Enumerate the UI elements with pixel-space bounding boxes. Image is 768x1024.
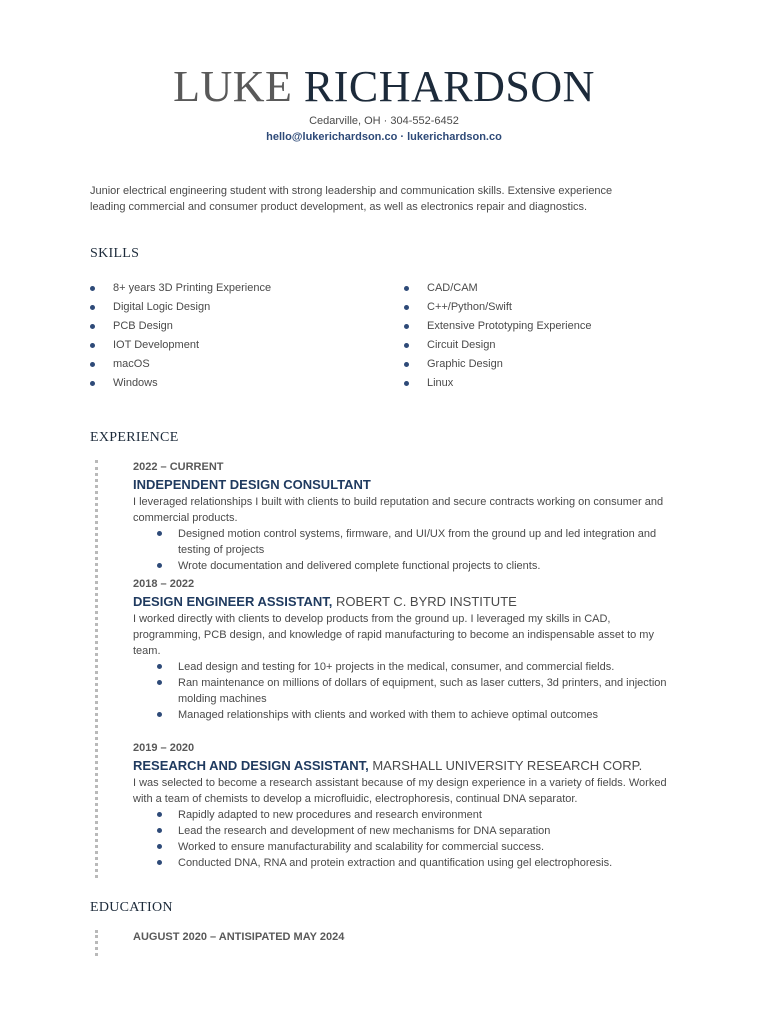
skill-item [404, 374, 704, 393]
education-date: AUGUST 2020 – ANTISIPATED MAY 2024 [133, 931, 345, 943]
skill-label: IOT Development [113, 339, 200, 351]
job-entry [133, 576, 678, 723]
job-description: I worked directly with clients to develop products from the ground up. I leveraged my skills in CAD, programming, PCB design, and knowledge of rapid manufacturing to become an indispensable asset to my team. [133, 613, 654, 657]
education-timeline-rail [95, 930, 98, 956]
job-bullet [133, 675, 678, 707]
bullet-icon [157, 563, 162, 568]
bullet-icon [157, 812, 162, 817]
contact-line: Cedarville, OH · 304-552-6452 [309, 115, 459, 127]
skill-item [404, 355, 704, 374]
bullet-icon [90, 381, 95, 386]
job-description: I was selected to become a research assistant because of my design experience in a variety of fields. Worked with a team of chemists to develop a microfluidic, electrophoresis, continual DNA separator. [133, 777, 667, 805]
job-bullet [133, 823, 678, 839]
job-date: 2022 – CURRENT [133, 461, 224, 473]
education-heading: EDUCATION [90, 900, 173, 915]
bullet-icon [157, 860, 162, 865]
skill-item [90, 374, 390, 393]
job-bullet [133, 855, 678, 871]
skill-item [90, 279, 390, 298]
skill-item [90, 336, 390, 355]
skill-label: C++/Python/Swift [427, 301, 512, 313]
skill-label: Graphic Design [427, 358, 503, 370]
bullet-icon [157, 828, 162, 833]
skill-label: Digital Logic Design [113, 301, 211, 313]
job-bullet-list [133, 526, 678, 574]
job-bullet [133, 558, 678, 574]
first-name: LUKE [173, 62, 293, 111]
skill-label: 8+ years 3D Printing Experience [113, 282, 272, 294]
skills-list-right [404, 279, 704, 393]
skill-label: PCB Design [113, 320, 173, 332]
experience-heading: EXPERIENCE [90, 430, 179, 445]
skill-item [90, 317, 390, 336]
job-entry [133, 740, 678, 871]
contact-separator: · [397, 131, 408, 143]
skill-label: Extensive Prototyping Experience [427, 320, 592, 332]
job-organization: ROBERT C. BYRD INSTITUTE [332, 594, 517, 609]
bullet-icon [404, 343, 409, 348]
contact-links [0, 129, 768, 145]
skill-item [404, 298, 704, 317]
skills-heading: SKILLS [90, 246, 140, 261]
job-bullet-text: Managed relationships with clients and worked with them to achieve optimal outcomes [178, 709, 599, 721]
job-organization: MARSHALL UNIVERSITY RESEARCH CORP. [368, 758, 643, 773]
job-bullet [133, 807, 678, 823]
skill-item [90, 355, 390, 374]
job-bullet [133, 526, 678, 558]
job-bullet [133, 839, 678, 855]
job-bullet-text: Lead design and testing for 10+ projects in the medical, consumer, and commercial fields. [178, 661, 615, 673]
job-bullet [133, 659, 678, 675]
job-bullet-text: Conducted DNA, RNA and protein extraction and quantification using gel electrophoresis. [178, 857, 613, 869]
job-role: DESIGN ENGINEER ASSISTANT, [133, 594, 333, 609]
job-title [133, 475, 678, 494]
bullet-icon [90, 343, 95, 348]
bullet-icon [157, 680, 162, 685]
job-title [133, 756, 678, 775]
job-bullet-text: Lead the research and development of new mechanisms for DNA separation [178, 825, 551, 837]
job-entry [133, 459, 678, 574]
job-date: 2018 – 2022 [133, 578, 195, 590]
bullet-icon [90, 286, 95, 291]
bullet-icon [90, 305, 95, 310]
bullet-icon [404, 305, 409, 310]
skill-label: macOS [113, 358, 150, 370]
skill-item [404, 317, 704, 336]
bullet-icon [404, 381, 409, 386]
job-bullet-list [133, 659, 678, 723]
skill-item [90, 298, 390, 317]
last-name: RICHARDSON [303, 62, 595, 111]
job-description: I leveraged relationships I built with clients to build reputation and secure contracts working on consumer and commercial products. [133, 496, 664, 524]
job-role: INDEPENDENT DESIGN CONSULTANT [133, 477, 371, 492]
job-date: 2019 – 2020 [133, 742, 195, 754]
summary-text: Junior electrical engineering student with strong leadership and communication skills. Extensive experience leading commercial and consumer product development, as well as electronics repair and diagnostics. [90, 185, 613, 213]
experience-timeline-rail [95, 460, 98, 878]
job-bullet-list [133, 807, 678, 871]
website-link[interactable]: lukerichardson.co [407, 131, 502, 143]
job-bullet-text: Ran maintenance on millions of dollars of equipment, such as laser cutters, 3d printers, and injection molding machines [178, 677, 667, 705]
skills-list-left [90, 279, 390, 393]
job-bullet-text: Designed motion control systems, firmware, and UI/UX from the ground up and led integration and testing of projects [178, 528, 657, 556]
job-bullet-text: Wrote documentation and delivered complete functional projects to clients. [178, 560, 541, 572]
bullet-icon [404, 362, 409, 367]
bullet-icon [404, 286, 409, 291]
email-link[interactable]: hello@lukerichardson.co [266, 131, 398, 143]
bullet-icon [157, 712, 162, 717]
skill-label: Linux [427, 377, 454, 389]
bullet-icon [157, 664, 162, 669]
job-bullet-text: Worked to ensure manufacturability and scalability for commercial success. [178, 841, 545, 853]
skill-item [404, 279, 704, 298]
bullet-icon [157, 531, 162, 536]
bullet-icon [157, 844, 162, 849]
bullet-icon [90, 362, 95, 367]
skill-label: CAD/CAM [427, 282, 478, 294]
bullet-icon [90, 324, 95, 329]
skill-item [404, 336, 704, 355]
skill-label: Circuit Design [427, 339, 496, 351]
candidate-name [0, 62, 768, 112]
job-bullet [133, 707, 678, 723]
job-bullet-text: Rapidly adapted to new procedures and research environment [178, 809, 482, 821]
bullet-icon [404, 324, 409, 329]
job-title [133, 592, 678, 611]
job-role: RESEARCH AND DESIGN ASSISTANT, [133, 758, 369, 773]
skill-label: Windows [113, 377, 158, 389]
